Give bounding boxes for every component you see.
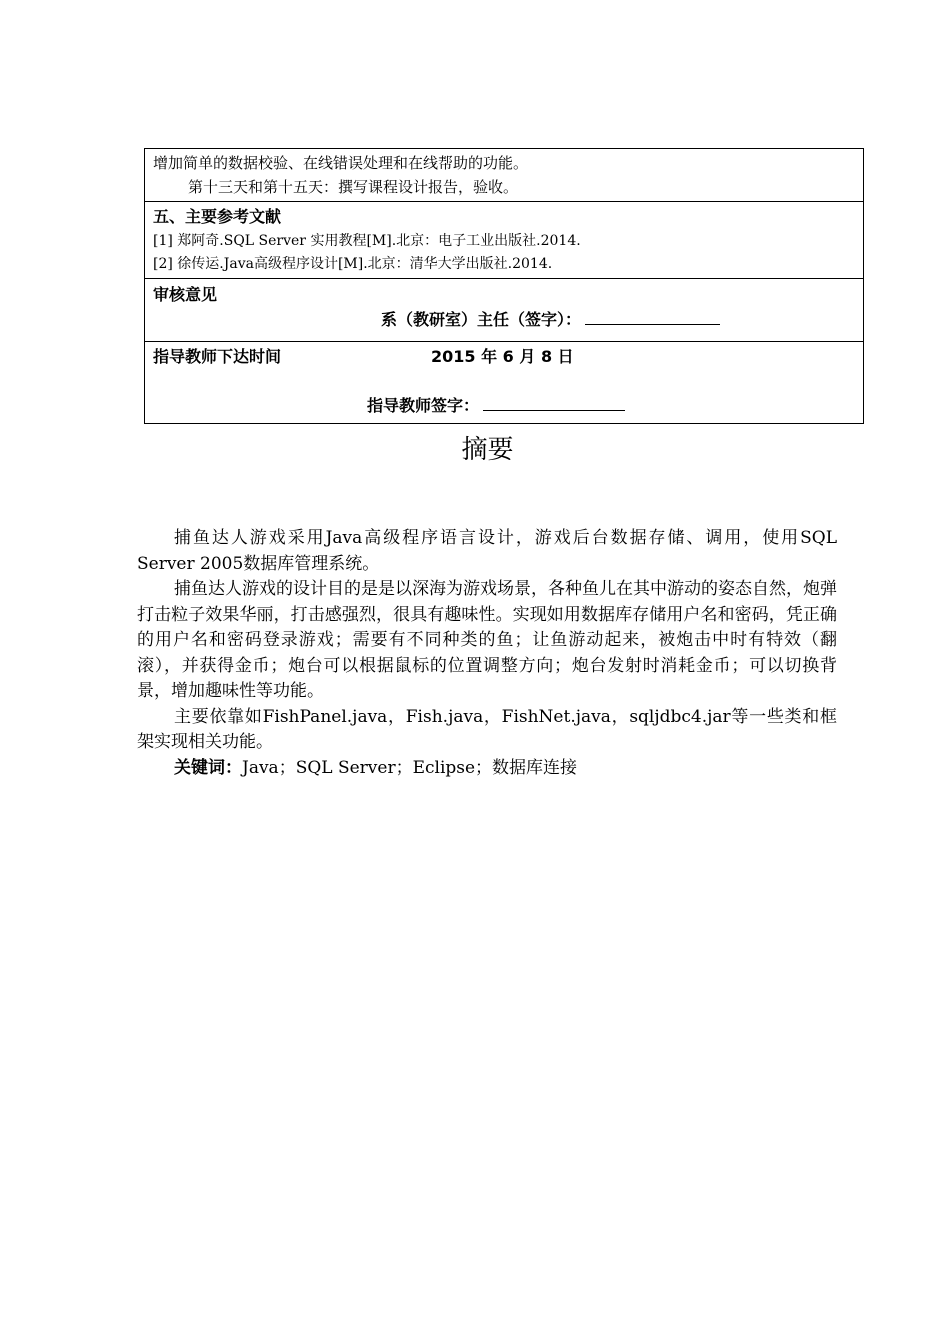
reference-item: [1] 郑阿奇.SQL Server 实用教程[M].北京：电子工业出版社.2014.	[153, 233, 581, 249]
reference-item: [2] 徐传运.Java高级程序设计[M].北京：清华大学出版社.2014.	[153, 256, 553, 272]
references-heading: 五、主要参考文献	[153, 207, 282, 226]
signature-line	[585, 308, 720, 325]
review-heading: 审核意见	[153, 285, 218, 304]
abstract-paragraph-1: 捕鱼达人游戏采用Java高级程序语言设计，游戏后台数据存储、调用，使用SQL Server 2005数据库管理系统。	[137, 528, 837, 574]
issue-cell	[145, 341, 863, 423]
issue-time-label: 指导教师下达时间	[153, 347, 282, 366]
plan-line-1: 增加简单的数据校验、在线错误处理和在线帮助的功能。	[153, 154, 529, 172]
teacher-signature-field	[367, 394, 625, 418]
plan-cell	[145, 149, 863, 201]
keywords-line	[137, 756, 837, 782]
keywords-label: 关键词：	[174, 757, 242, 778]
review-signature-label: 系（教研室）主任（签字）：	[381, 310, 582, 329]
signature-line	[483, 394, 625, 411]
task-table	[144, 148, 864, 424]
abstract-paragraph-3: 主要依靠如FishPanel.java，Fish.java，FishNet.java，sqljdbc4.jar等一些类和框架实现相关功能。	[137, 706, 837, 752]
review-signature-field	[381, 308, 720, 332]
references-cell	[145, 201, 863, 278]
abstract-paragraph-2: 捕鱼达人游戏的设计目的是是以深海为游戏场景，各种鱼儿在其中游动的姿态自然，炮弹打击粒子效果华丽，打击感强烈，很具有趣味性。实现如用数据库存储用户名和密码，凭正确的用户名和密码登录游戏；需要有不同种类的鱼；让鱼游动起来，被炮击中时有特效（翻滚），并获得金币；炮台可以根据鼠标的位置调整方向；炮台发射时消耗金币；可以切换背景，增加趣味性等功能。	[137, 579, 837, 701]
abstract-body	[137, 526, 837, 781]
issue-date: 2015 年 6 月 8 日	[431, 347, 574, 366]
abstract-title: 摘要	[461, 435, 514, 465]
plan-line-2: 第十三天和第十五天：撰写课程设计报告，验收。	[188, 178, 519, 196]
keywords-text: Java；SQL Server；Eclipse；数据库连接	[242, 757, 578, 778]
teacher-signature-label: 指导教师签字：	[367, 396, 480, 415]
review-cell	[145, 278, 863, 341]
